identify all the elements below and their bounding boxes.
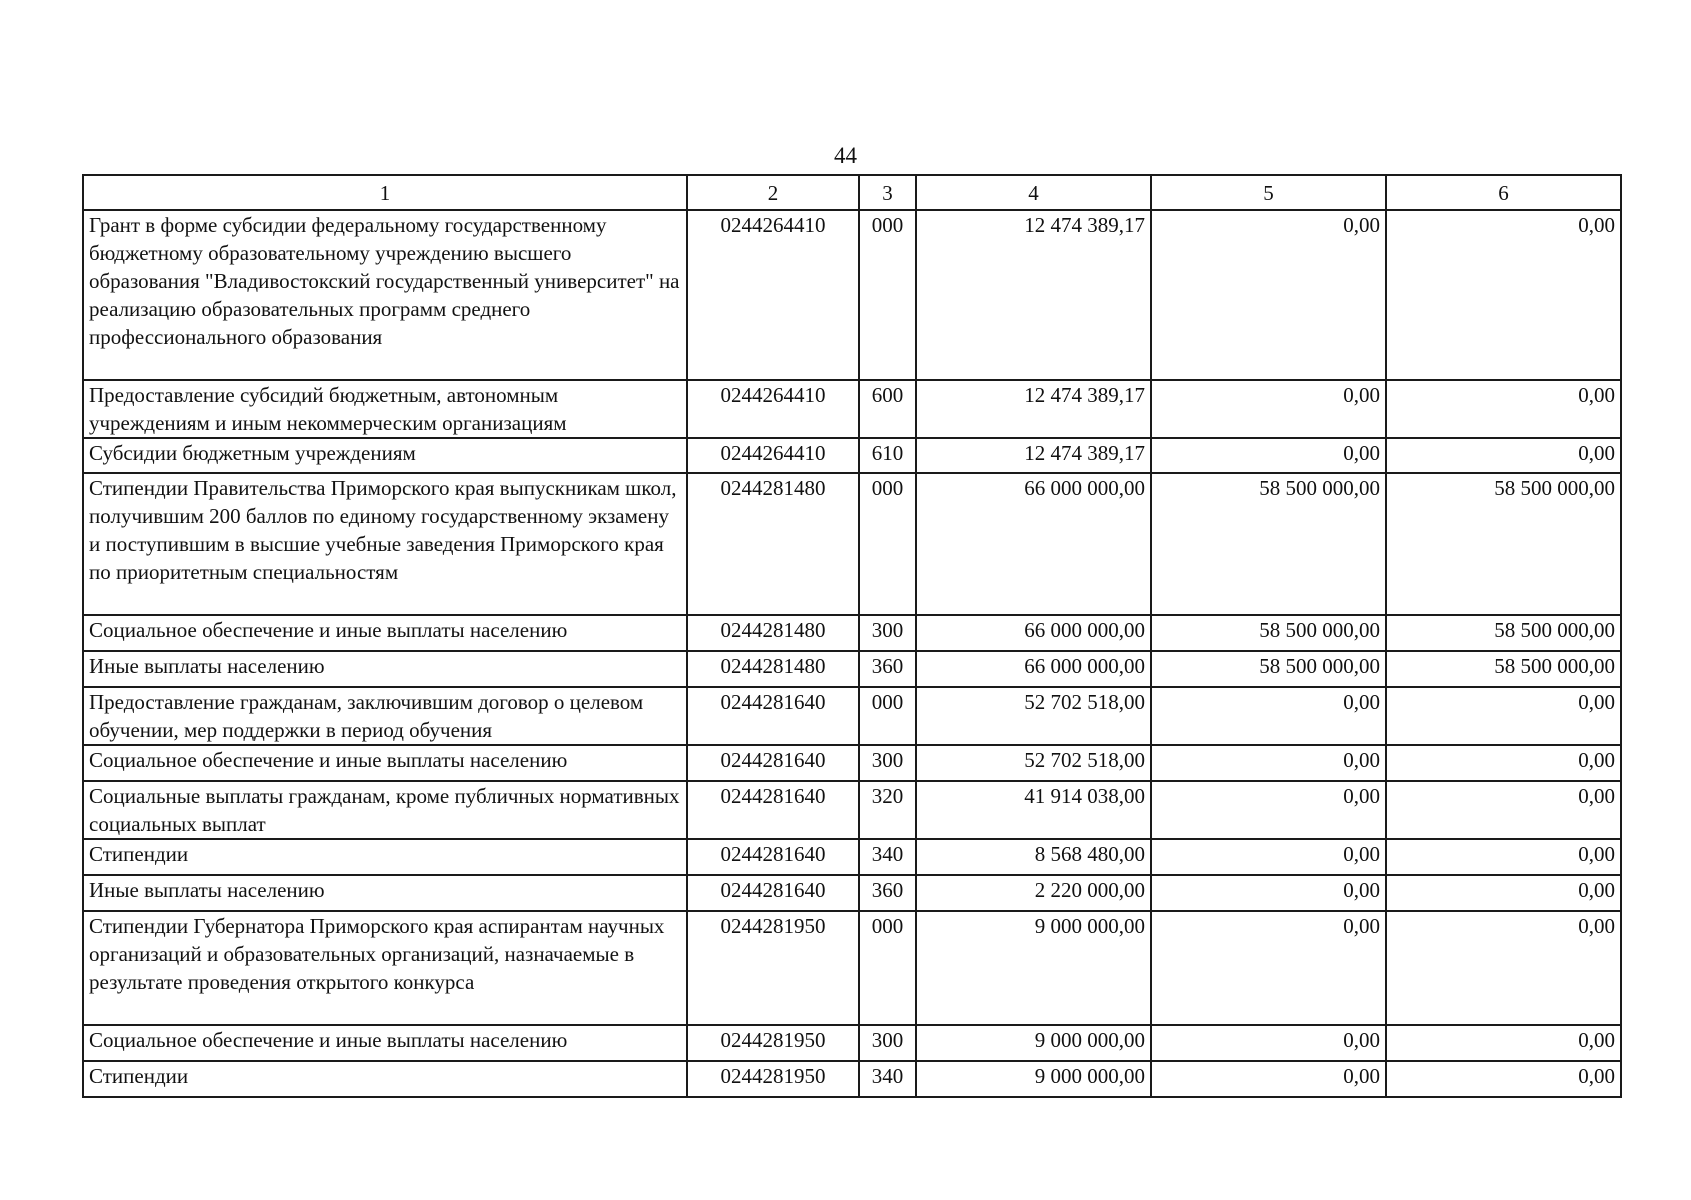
table-header-row (83, 175, 1621, 210)
row-code: 0244281640 (687, 687, 859, 745)
table-row (83, 875, 1621, 911)
row-value-4: 8 568 480,00 (916, 839, 1151, 875)
row-value-5: 0,00 (1151, 1061, 1386, 1097)
row-code: 0244281950 (687, 1025, 859, 1061)
row-value-5: 58 500 000,00 (1151, 615, 1386, 651)
row-name: Социальное обеспечение и иные выплаты населению (83, 745, 687, 781)
row-name: Стипендии (83, 1061, 687, 1097)
row-name: Стипендии Губернатора Приморского края аспирантам научных организаций и образовательных организаций, назначаемые в результате проведения открытого конкурса (83, 911, 687, 1025)
row-name: Субсидии бюджетным учреждениям (83, 438, 687, 473)
row-name: Грант в форме субсидии федеральному государственному бюджетному образовательному учреждению высшего образования "Владивостокский государственный университет" на реализацию образовательных программ среднего профессионального образования (83, 210, 687, 380)
row-value-5: 58 500 000,00 (1151, 651, 1386, 687)
row-name: Предоставление гражданам, заключившим договор о целевом обучении, мер поддержки в период обучения (83, 687, 687, 745)
table-row (83, 380, 1621, 438)
row-value-5: 0,00 (1151, 1025, 1386, 1061)
row-value-6: 0,00 (1386, 1025, 1621, 1061)
row-value-5: 0,00 (1151, 745, 1386, 781)
row-kind: 000 (859, 687, 916, 745)
row-name: Предоставление субсидий бюджетным, автономным учреждениям и иным некоммерческим организациям (83, 380, 687, 438)
row-value-6: 0,00 (1386, 1061, 1621, 1097)
table-row (83, 781, 1621, 839)
table-row (83, 839, 1621, 875)
row-value-5: 0,00 (1151, 875, 1386, 911)
column-header-1: 1 (83, 175, 687, 210)
row-code: 0244281480 (687, 651, 859, 687)
row-kind: 360 (859, 875, 916, 911)
row-value-6: 0,00 (1386, 687, 1621, 745)
row-kind: 000 (859, 210, 916, 380)
row-value-5: 0,00 (1151, 380, 1386, 438)
row-value-5: 0,00 (1151, 911, 1386, 1025)
budget-table (82, 174, 1622, 1098)
row-name: Социальное обеспечение и иные выплаты населению (83, 1025, 687, 1061)
row-value-6: 0,00 (1386, 911, 1621, 1025)
row-kind: 300 (859, 745, 916, 781)
row-value-4: 12 474 389,17 (916, 380, 1151, 438)
row-value-6: 0,00 (1386, 438, 1621, 473)
table-row (83, 1061, 1621, 1097)
table-row (83, 473, 1621, 615)
row-kind: 320 (859, 781, 916, 839)
column-header-3: 3 (859, 175, 916, 210)
row-value-6: 58 500 000,00 (1386, 615, 1621, 651)
row-name: Стипендии (83, 839, 687, 875)
row-value-4: 2 220 000,00 (916, 875, 1151, 911)
row-code: 0244264410 (687, 380, 859, 438)
row-kind: 000 (859, 473, 916, 615)
row-code: 0244281640 (687, 839, 859, 875)
row-value-6: 0,00 (1386, 875, 1621, 911)
row-value-6: 0,00 (1386, 781, 1621, 839)
row-kind: 000 (859, 911, 916, 1025)
row-value-4: 66 000 000,00 (916, 615, 1151, 651)
row-value-4: 52 702 518,00 (916, 687, 1151, 745)
row-code: 0244281640 (687, 781, 859, 839)
table-row (83, 651, 1621, 687)
row-name: Социальные выплаты гражданам, кроме публичных нормативных социальных выплат (83, 781, 687, 839)
table-row (83, 1025, 1621, 1061)
table-row (83, 911, 1621, 1025)
row-value-4: 41 914 038,00 (916, 781, 1151, 839)
table-row (83, 615, 1621, 651)
row-kind: 300 (859, 615, 916, 651)
column-header-6: 6 (1386, 175, 1621, 210)
row-code: 0244264410 (687, 438, 859, 473)
row-value-4: 66 000 000,00 (916, 473, 1151, 615)
row-value-4: 9 000 000,00 (916, 1025, 1151, 1061)
page-number: 44 (834, 143, 857, 168)
row-code: 0244281950 (687, 911, 859, 1025)
row-value-6: 58 500 000,00 (1386, 651, 1621, 687)
row-value-4: 12 474 389,17 (916, 438, 1151, 473)
row-value-6: 0,00 (1386, 210, 1621, 380)
row-code: 0244264410 (687, 210, 859, 380)
column-header-4: 4 (916, 175, 1151, 210)
row-kind: 340 (859, 1061, 916, 1097)
row-code: 0244281480 (687, 615, 859, 651)
row-value-6: 0,00 (1386, 745, 1621, 781)
row-value-4: 52 702 518,00 (916, 745, 1151, 781)
row-value-6: 0,00 (1386, 839, 1621, 875)
row-name: Стипендии Правительства Приморского края выпускникам школ, получившим 200 баллов по единому государственному экзамену и поступившим в высшие учебные заведения Приморского края по приоритетным специальностям (83, 473, 687, 615)
row-value-5: 0,00 (1151, 210, 1386, 380)
row-value-6: 0,00 (1386, 380, 1621, 438)
row-kind: 360 (859, 651, 916, 687)
table-row (83, 745, 1621, 781)
row-value-6: 58 500 000,00 (1386, 473, 1621, 615)
row-value-5: 0,00 (1151, 839, 1386, 875)
table-row (83, 687, 1621, 745)
table-row (83, 210, 1621, 380)
row-value-4: 12 474 389,17 (916, 210, 1151, 380)
column-header-5: 5 (1151, 175, 1386, 210)
row-value-5: 58 500 000,00 (1151, 473, 1386, 615)
column-header-2: 2 (687, 175, 859, 210)
row-kind: 600 (859, 380, 916, 438)
row-code: 0244281640 (687, 875, 859, 911)
row-kind: 610 (859, 438, 916, 473)
row-code: 0244281480 (687, 473, 859, 615)
row-value-5: 0,00 (1151, 781, 1386, 839)
row-kind: 340 (859, 839, 916, 875)
row-value-5: 0,00 (1151, 438, 1386, 473)
row-value-4: 9 000 000,00 (916, 911, 1151, 1025)
row-code: 0244281950 (687, 1061, 859, 1097)
row-value-5: 0,00 (1151, 687, 1386, 745)
row-name: Социальное обеспечение и иные выплаты населению (83, 615, 687, 651)
row-name: Иные выплаты населению (83, 651, 687, 687)
row-value-4: 9 000 000,00 (916, 1061, 1151, 1097)
row-code: 0244281640 (687, 745, 859, 781)
table-row (83, 438, 1621, 473)
row-name: Иные выплаты населению (83, 875, 687, 911)
row-kind: 300 (859, 1025, 916, 1061)
row-value-4: 66 000 000,00 (916, 651, 1151, 687)
